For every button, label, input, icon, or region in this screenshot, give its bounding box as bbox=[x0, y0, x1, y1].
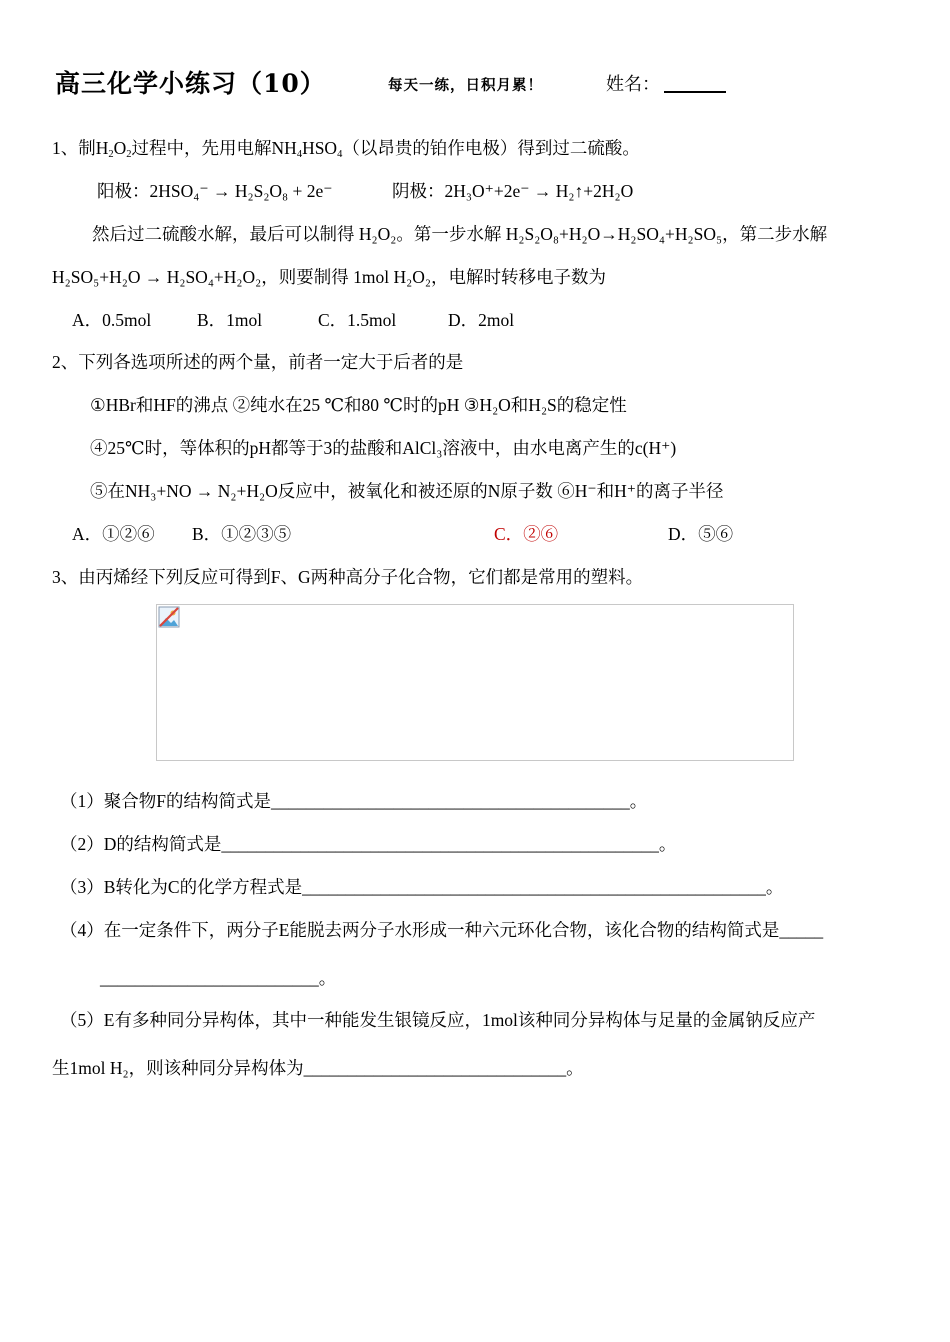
q1-anode-equation: 阳极：2HSO₄⁻ → H₂S₂O₈ + 2e⁻ bbox=[97, 181, 333, 201]
q3-stem: 3、由丙烯经下列反应可得到F、G两种高分子化合物，它们都是常用的塑料。 bbox=[52, 567, 644, 587]
reaction-scheme-image bbox=[156, 604, 794, 761]
q3-sub-3: （3）B转化为C的化学方程式是_____________________________________________________。 bbox=[60, 877, 784, 897]
name-label: 姓名： bbox=[606, 74, 660, 94]
q3-sub-5-line-2: 生1mol H₂，则该种同分异构体为______________________________。 bbox=[52, 1058, 584, 1078]
q1-option-d: D．2mol bbox=[448, 310, 515, 330]
q2-option-d: D．⑤⑥ bbox=[668, 524, 734, 544]
q3-sub-4-line-1: （4）在一定条件下，两分子E能脱去两分子水形成一种六元环化合物，该化合物的结构简式是_____ bbox=[60, 920, 824, 940]
q1-intro: 1、制$H_2O_2$过程中，先用电解$NH_4HSO_4$（以昂贵的铂作电极）得到过二硫酸。 bbox=[52, 138, 640, 161]
q2-option-c-answer: C．②⑥ bbox=[494, 524, 559, 544]
q3-sub-1: （1）聚合物F的结构简式是_________________________________________。 bbox=[60, 791, 648, 811]
q3-sub-2: （2）D的结构简式是__________________________________________________。 bbox=[60, 834, 677, 854]
q2-stem: 2、下列各选项所述的两个量，前者一定大于后者的是 bbox=[52, 352, 464, 372]
worksheet-title: 高三化学小练习（10） bbox=[55, 69, 326, 98]
q1-text-line-2: H₂SO₅+H₂O → H₂SO₄+H₂O₂，则要制得 1mol H₂O₂，电解时转移电子数为 bbox=[52, 267, 606, 287]
q2-option-b: B．①②③⑤ bbox=[192, 524, 292, 544]
q2-option-a: A．①②⑥ bbox=[72, 524, 155, 544]
q1-option-a: A．0.5mol bbox=[72, 310, 152, 330]
q3-sub-5-line-1: （5）E有多种同分异构体，其中一种能发生银镜反应，1mol该种同分异构体与足量的金属钠反应产 bbox=[60, 1010, 816, 1030]
q3-sub-4-line-2: _________________________。 bbox=[100, 968, 337, 988]
q2-item-line-1: ①HBr和HF的沸点 ②纯水在25 ℃和80 ℃时的pH ③H₂O和H₂S的稳定性 bbox=[90, 395, 627, 415]
q2-item-line-2: ④25℃时，等体积的pH都等于3的盐酸和AlCl₃溶液中，由水电离产生的c(H⁺) bbox=[90, 438, 677, 458]
broken-image-icon bbox=[158, 606, 180, 628]
q1-option-b: B．1mol bbox=[197, 310, 263, 330]
q1-option-c: C．1.5mol bbox=[318, 310, 397, 330]
motto: 每天一练，日积月累！ bbox=[388, 78, 543, 94]
q2-item-line-3: ⑤在NH₃+NO → N₂+H₂O反应中，被氧化和被还原的N原子数 ⑥H⁻和H⁺的离子半径 bbox=[90, 481, 724, 501]
q1-cathode-equation: 阴极：2H₃O⁺+2e⁻ → H₂↑+2H₂O bbox=[392, 181, 634, 201]
name-blank[interactable] bbox=[664, 91, 726, 93]
q1-text-line-1: 然后过二硫酸水解，最后可以制得 H₂O₂。第一步水解 H₂S₂O₈+H₂O→H₂SO₄+H₂SO₅，第二步水解 bbox=[92, 224, 828, 244]
